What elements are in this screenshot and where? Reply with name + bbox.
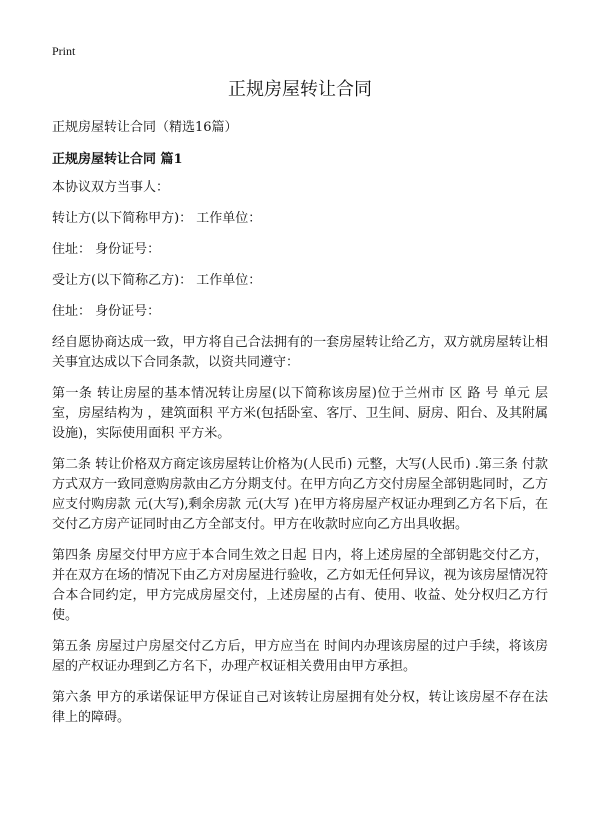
paragraph-article-1: 第一条 转让房屋的基本情况转让房屋(以下简称该房屋)位于兰州市 区 路 号 单元 层 室，房屋结构为 ，建筑面积 平方米(包括卧室、客厅、卫生间、厨房、阳台、及其附属设施)，实际使用面积 平方米。 (52, 386, 548, 441)
paragraph-article-5: 第五条 房屋过户房屋交付乙方后，甲方应当在 时间内办理该房屋的过户手续，将该房屋的产权证办理到乙方名下，办理产权证相关费用由甲方承担。 (52, 639, 548, 674)
paragraph-article-6: 第六条 甲方的承诺保证甲方保证自己对该转让房屋拥有处分权，转让该房屋不存在法律上的障碍。 (52, 690, 548, 725)
section-heading: 正规房屋转让合同 篇1 (52, 152, 183, 167)
paragraph-transferor-address: 住址： 身份证号： (52, 242, 161, 257)
paragraph-agreement-intro: 经自愿协商达成一致，甲方将自己合法拥有的一套房屋转让给乙方，双方就房屋转让相关事宜达成以下合同条款，以资共同遵守： (52, 335, 548, 370)
paragraph-article-2-3: 第二条 转让价格双方商定该房屋转让价格为(人民币) 元整，大写(人民币) .第三条 付款方式双方一致同意购房款由乙方分期支付。在甲方向乙方交付房屋全部钥匙同时，乙方应支付购房款 元(大写),剩余房款 元(大写 )在甲方将房屋产权证办理到乙方名下后，在交付乙方房产证同时由乙方全部支付。甲方在收款时应向乙方出具收据。 (52, 457, 548, 532)
paragraph-parties-intro: 本协议双方当事人： (52, 180, 170, 195)
document-title: 正规房屋转让合同 (228, 79, 372, 100)
document-subtitle: 正规房屋转让合同（精选16篇） (52, 120, 238, 135)
paragraph-article-4: 第四条 房屋交付甲方应于本合同生效之日起 日内，将上述房屋的全部钥匙交付乙方，并在双方在场的情况下由乙方对房屋进行验收，乙方如无任何异议，视为该房屋情况符合本合同约定，甲方完成房屋交付，上述房屋的占有、使用、收益、处分权归乙方行使。 (52, 548, 548, 623)
paragraph-transferee: 受让方(以下简称乙方)： 工作单位： (52, 273, 262, 288)
print-label: Print (52, 44, 76, 58)
paragraph-transferee-address: 住址： 身份证号： (52, 304, 161, 319)
paragraph-transferor: 转让方(以下简称甲方)： 工作单位： (52, 211, 262, 226)
